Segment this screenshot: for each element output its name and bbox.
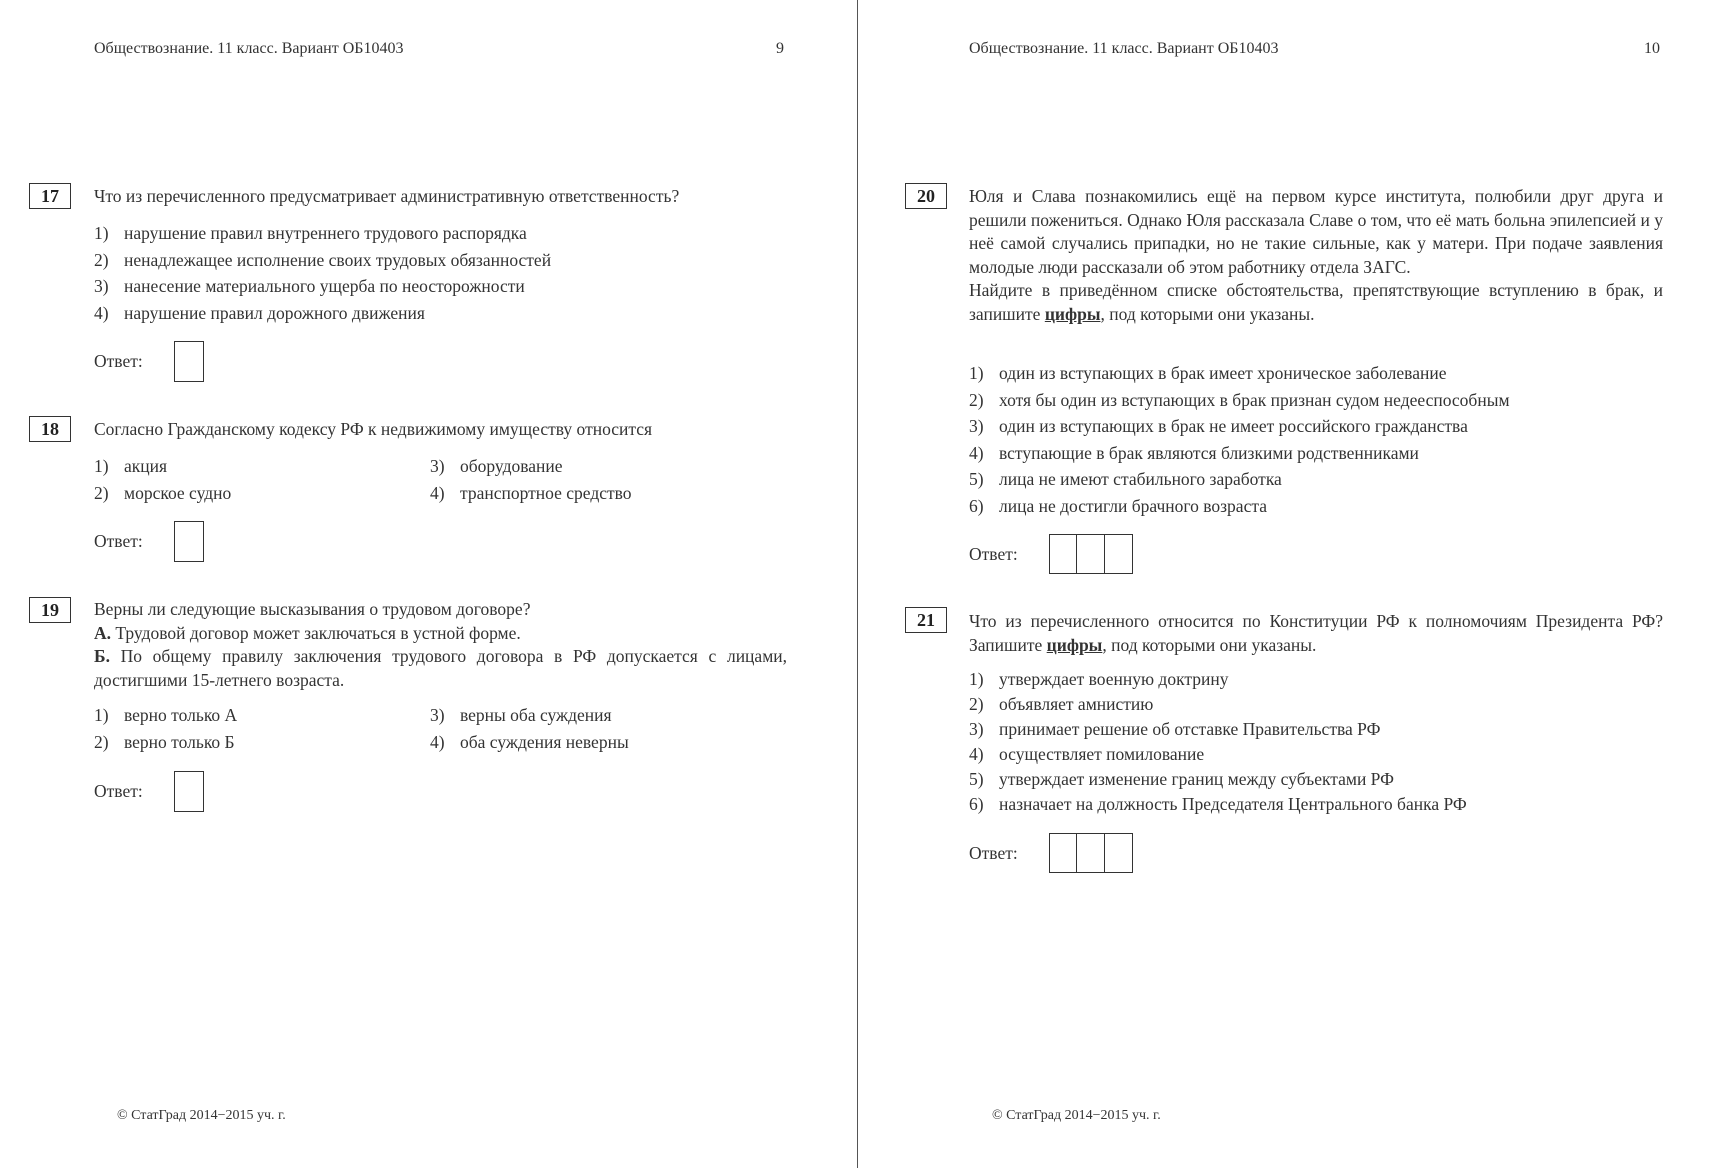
question-21-text: Что из перечисленного относится по Конституции РФ к полномочиям Президента РФ? Запишите цифры, под которыми они указаны. [969,611,1663,655]
answer-cell[interactable] [174,521,204,562]
option-item[interactable]: 5) лица не имеют стабильного заработка [969,469,1282,489]
option-item[interactable]: 3) верны оба суждения [430,705,612,725]
option-item[interactable]: 1) утверждает военную доктрину [969,669,1229,689]
question-20-paragraph: Юля и Слава познакомились ещё на первом курсе института, полюбили друг друга и решили пожениться. Однако Юля рассказала Славе о том, что её мать больна эпилепсией и у неё самой случались припадки, но не такие сильные, как у матери. При подаче заявления молодые люди рассказали об этом работнику отдела ЗАГС. [969,186,1663,277]
option-item[interactable]: 2) хотя бы один из вступающих в брак признан судом недееспособным [969,389,1510,410]
answer-label: Ответ: [94,781,143,801]
page-footer: © СтатГрад 2014−2015 уч. г. [117,1108,286,1123]
answer-label: Ответ: [969,842,1018,863]
question-number-19: 19 [29,597,71,623]
page-number: 9 [776,40,784,57]
question-18-text: Согласно Гражданскому кодексу РФ к недвижимому имуществу относится [94,419,653,439]
answer-cell[interactable] [1105,833,1133,873]
answer-label: Ответ: [94,531,143,551]
option-item[interactable]: 3) оборудование [430,456,563,476]
page-header: Обществознание. 11 класс. Вариант ОБ10403 [969,40,1279,57]
question-21-options [969,667,1467,817]
option-item[interactable]: 5) утверждает изменение границ между субъектами РФ [969,769,1394,789]
page-number: 10 [1644,40,1660,57]
answer-label: Ответ: [969,543,1018,564]
page-footer: © СтатГрад 2014−2015 уч. г. [992,1108,1161,1123]
answer-cell[interactable] [174,341,204,382]
question-19-text [94,598,787,692]
question-20-task: Найдите в приведённом списке обстоятельства, препятствующие вступлению в брак, и запишите цифры, под которыми они указаны. [969,280,1663,324]
option-item[interactable]: 3) принимает решение об отставке Правительства РФ [969,719,1381,739]
answer-cell[interactable] [174,771,204,812]
option-item[interactable]: 3) один из вступающих в брак не имеет российского гражданства [969,416,1468,436]
option-item[interactable]: 6) лица не достигли брачного возраста [969,495,1267,516]
statement-a: А. Трудовой договор может заключаться в устной форме. [94,622,521,643]
answer-row-17 [94,341,204,382]
answer-cell[interactable] [1049,534,1077,574]
option-item[interactable]: 6) назначает на должность Председателя Центрального банка РФ [969,794,1467,814]
answer-cell[interactable] [1077,534,1105,574]
option-item[interactable]: 1) акция [94,456,168,476]
question-18-options [94,453,766,506]
answer-row-20 [969,534,1133,574]
question-19-options [94,702,766,755]
answer-row-18 [94,521,204,562]
question-17-text: Что из перечисленного предусматривает административную ответственность? [94,186,680,206]
option-item[interactable]: 4) осуществляет помилование [969,744,1205,764]
question-number-17: 17 [29,183,71,209]
option-item[interactable]: 2) ненадлежащее исполнение своих трудовых обязанностей [94,249,552,270]
question-17-options [94,220,551,326]
answer-row-21 [969,833,1133,873]
question-20-options [969,360,1510,519]
question-number-20: 20 [905,183,947,209]
option-item[interactable]: 4) оба суждения неверны [430,731,629,752]
answer-label: Ответ: [94,351,143,371]
statement-b: Б. По общему правилу заключения трудового договора в РФ допускается с лицами, достигшими 15-летнего возраста. [94,646,788,690]
question-number-21: 21 [905,607,947,633]
question-19-prompt: Верны ли следующие высказывания о трудовом договоре? [94,599,531,619]
answer-cell[interactable] [1105,534,1133,574]
answer-cell[interactable] [1049,833,1077,873]
option-item[interactable]: 4) транспортное средство [430,482,632,503]
answer-cell[interactable] [1077,833,1105,873]
question-20-text [969,185,1663,326]
answer-row-19 [94,771,204,812]
option-item[interactable]: 1) верно только А [94,705,238,725]
option-item[interactable]: 1) один из вступающих в брак имеет хроническое заболевание [969,363,1447,383]
option-item[interactable]: 1) нарушение правил внутреннего трудового распорядка [94,223,527,243]
option-item[interactable]: 2) объявляет амнистию [969,694,1154,714]
option-item[interactable]: 2) морское судно [94,482,232,503]
page-header: Обществознание. 11 класс. Вариант ОБ10403 [94,40,404,57]
option-item[interactable]: 2) верно только Б [94,731,235,752]
right-page [860,0,1712,1168]
question-number-18: 18 [29,416,71,442]
option-item[interactable]: 4) вступающие в брак являются близкими родственниками [969,442,1419,463]
option-item[interactable]: 3) нанесение материального ущерба по неосторожности [94,276,525,296]
page-divider [857,0,858,1168]
option-item[interactable]: 4) нарушение правил дорожного движения [94,302,425,323]
